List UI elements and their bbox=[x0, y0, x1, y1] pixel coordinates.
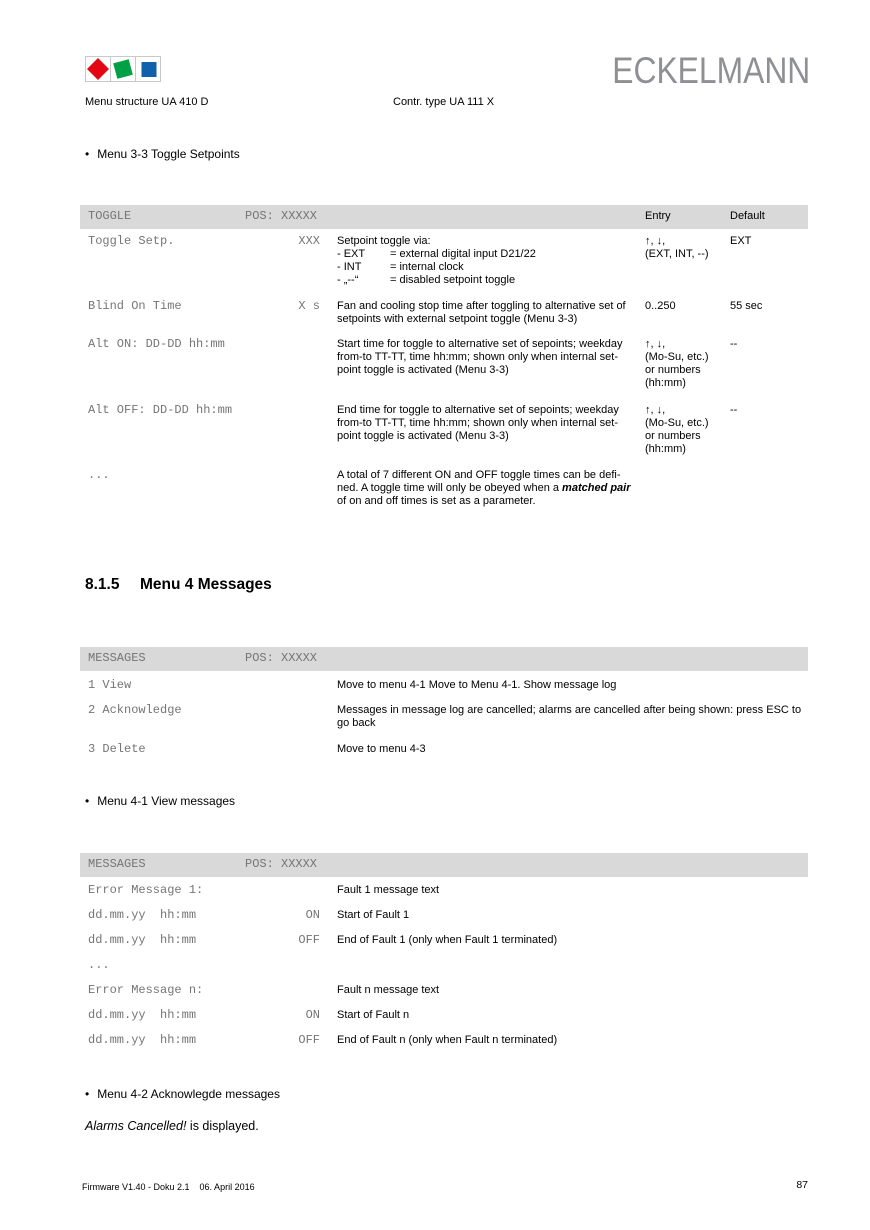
message-field: dd.mm.yy hh:mm bbox=[88, 908, 197, 922]
entry-line: ↑, ↓, bbox=[645, 404, 666, 416]
ack-note-emphasis: Alarms Cancelled! bbox=[85, 1119, 187, 1133]
table-row bbox=[80, 959, 808, 972]
menu-item: 3 Delete bbox=[88, 742, 146, 756]
table-row bbox=[80, 984, 808, 997]
table-pos: POS: XXXXX bbox=[245, 651, 318, 665]
entry-line: 0..250 bbox=[645, 300, 676, 312]
message-description: Fault n message text bbox=[337, 984, 440, 996]
entry-line: (Mo-Su, etc.) bbox=[645, 417, 709, 429]
table-row bbox=[80, 934, 808, 947]
table-row bbox=[80, 1034, 808, 1047]
messages-table bbox=[80, 647, 808, 756]
entry-cell bbox=[645, 404, 730, 456]
message-state: ON bbox=[305, 1008, 320, 1022]
desc-line: Setpoint toggle via: bbox=[337, 235, 431, 247]
logo-blue-square bbox=[142, 62, 157, 77]
entry-line: or numbers bbox=[645, 430, 701, 442]
default-cell: -- bbox=[730, 404, 738, 416]
message-field: dd.mm.yy hh:mm bbox=[88, 933, 197, 947]
param-name: ... bbox=[88, 468, 110, 482]
message-description: Start of Fault 1 bbox=[337, 909, 410, 921]
table-row bbox=[80, 404, 808, 456]
desc-text: of on and off times is set as a parameter. bbox=[337, 495, 536, 507]
menu-item: 1 View bbox=[88, 678, 132, 692]
entry-line: (hh:mm) bbox=[645, 443, 686, 455]
default-cell: EXT bbox=[730, 235, 752, 247]
param-value: X s bbox=[298, 299, 320, 313]
column-header-entry: Entry bbox=[645, 210, 671, 222]
param-description: End time for toggle to alternative set of sepoints; weekday from-to TT-TT, time hh:mm; shown only when internal set-point toggle is activated (Menu 3-3) bbox=[337, 404, 619, 442]
param-value: XXX bbox=[298, 234, 320, 248]
messages-table-header bbox=[80, 647, 808, 671]
brand-wordmark: ECKELMANN bbox=[611, 50, 810, 91]
desc-definition bbox=[337, 261, 631, 274]
section-number: 8.1.5 bbox=[85, 576, 120, 593]
entry-cell bbox=[645, 300, 730, 313]
doc-title: Menu structure UA 410 D bbox=[85, 96, 209, 108]
message-description: Fault 1 message text bbox=[337, 884, 440, 896]
message-field: Error Message n: bbox=[88, 983, 204, 997]
def-value: = internal clock bbox=[390, 261, 464, 273]
entry-cell bbox=[645, 338, 730, 390]
table-row bbox=[80, 743, 808, 756]
param-name: Alt OFF: DD-DD hh:mm bbox=[88, 403, 233, 417]
toggle-table-header bbox=[80, 205, 808, 229]
desc-definition bbox=[337, 248, 631, 261]
eckelmann-logo bbox=[85, 56, 161, 82]
entry-cell bbox=[645, 235, 730, 261]
section-title: Menu 4 Messages bbox=[140, 576, 272, 593]
footer-firmware: Firmware V1.40 - Doku 2.1 bbox=[82, 1182, 190, 1192]
param-description: Fan and cooling stop time after toggling to alternative set of setpoints with external setpoint toggle (Menu 3-3) bbox=[337, 300, 626, 325]
desc-emphasis: matched pair bbox=[562, 482, 631, 494]
toggle-table bbox=[80, 205, 808, 508]
param-description bbox=[330, 235, 645, 287]
table-row bbox=[80, 300, 808, 326]
bullet-menu-4-1 bbox=[85, 794, 235, 808]
view-messages-table bbox=[80, 853, 808, 1047]
section-heading bbox=[85, 576, 272, 594]
table-row bbox=[80, 1009, 808, 1022]
message-field: dd.mm.yy hh:mm bbox=[88, 1008, 197, 1022]
param-description bbox=[330, 469, 645, 508]
bullet-menu-4-2 bbox=[85, 1087, 280, 1101]
column-header-default: Default bbox=[730, 210, 765, 222]
param-name: Toggle Setp. bbox=[88, 234, 175, 248]
message-state: OFF bbox=[298, 933, 320, 947]
menu-item-description: Move to menu 4-3 bbox=[337, 743, 426, 755]
menu-item-description: Messages in message log are cancelled; alarms are cancelled after being shown: press ESC to go back bbox=[337, 704, 802, 729]
controller-type: Contr. type UA 111 X bbox=[393, 96, 495, 108]
param-description: Start time for toggle to alternative set of sepoints; weekday from-to TT-TT, time hh:mm; shown only when internal set-point toggle is activated (Menu 3-3) bbox=[337, 338, 623, 376]
desc-definition bbox=[337, 274, 631, 287]
def-key: - EXT bbox=[337, 248, 366, 260]
page-number: 87 bbox=[796, 1179, 808, 1191]
table-row bbox=[80, 469, 808, 508]
bullet-label: Menu 3-3 Toggle Setpoints bbox=[97, 147, 240, 161]
message-description: Start of Fault n bbox=[337, 1009, 410, 1021]
footer-info bbox=[82, 1182, 255, 1192]
message-field: Error Message 1: bbox=[88, 883, 204, 897]
table-title: TOGGLE bbox=[88, 209, 132, 223]
table-row bbox=[80, 704, 808, 730]
ack-note bbox=[85, 1119, 259, 1133]
desc-text: A total of 7 different ON and OFF toggle times can be defi-ned. A toggle time will only be obeyed when a bbox=[337, 469, 621, 494]
def-value: = external digital input D21/22 bbox=[390, 248, 536, 260]
table-title: MESSAGES bbox=[88, 651, 146, 665]
bullet-menu-3-3 bbox=[85, 147, 240, 161]
ack-note-rest: is displayed. bbox=[186, 1119, 259, 1133]
message-state: OFF bbox=[298, 1033, 320, 1047]
message-description: End of Fault n (only when Fault n terminated) bbox=[337, 1034, 558, 1046]
menu-item: 2 Acknowledge bbox=[88, 703, 182, 717]
view-table-header bbox=[80, 853, 808, 877]
entry-line: ↑, ↓, bbox=[645, 235, 666, 247]
message-field: dd.mm.yy hh:mm bbox=[88, 1033, 197, 1047]
table-row bbox=[80, 679, 808, 692]
table-title: MESSAGES bbox=[88, 857, 146, 871]
entry-line: (EXT, INT, --) bbox=[645, 248, 709, 260]
entry-line: or numbers bbox=[645, 364, 701, 376]
def-key: - INT bbox=[337, 261, 362, 273]
default-cell: -- bbox=[730, 338, 738, 350]
table-pos: POS: XXXXX bbox=[245, 857, 318, 871]
def-value: = disabled setpoint toggle bbox=[390, 274, 516, 286]
table-row bbox=[80, 909, 808, 922]
table-pos: POS: XXXXX bbox=[245, 209, 318, 223]
entry-line: (Mo-Su, etc.) bbox=[645, 351, 709, 363]
table-row bbox=[80, 338, 808, 390]
message-field: ... bbox=[88, 958, 110, 972]
entry-line: ↑, ↓, bbox=[645, 338, 666, 350]
table-row bbox=[80, 235, 808, 287]
default-cell: 55 sec bbox=[730, 300, 763, 312]
menu-item-description: Move to menu 4-1 Move to Menu 4-1. Show message log bbox=[337, 679, 617, 691]
entry-line: (hh:mm) bbox=[645, 377, 686, 389]
footer-date: 06. April 2016 bbox=[199, 1182, 255, 1192]
bullet-label: Menu 4-2 Acknowlegde messages bbox=[97, 1087, 280, 1101]
param-name: Alt ON: DD-DD hh:mm bbox=[88, 337, 225, 351]
bullet-label: Menu 4-1 View messages bbox=[97, 794, 236, 808]
def-key: - „--“ bbox=[337, 274, 359, 286]
message-description: End of Fault 1 (only when Fault 1 terminated) bbox=[337, 934, 558, 946]
table-row bbox=[80, 884, 808, 897]
message-state: ON bbox=[305, 908, 320, 922]
param-name: Blind On Time bbox=[88, 299, 182, 313]
